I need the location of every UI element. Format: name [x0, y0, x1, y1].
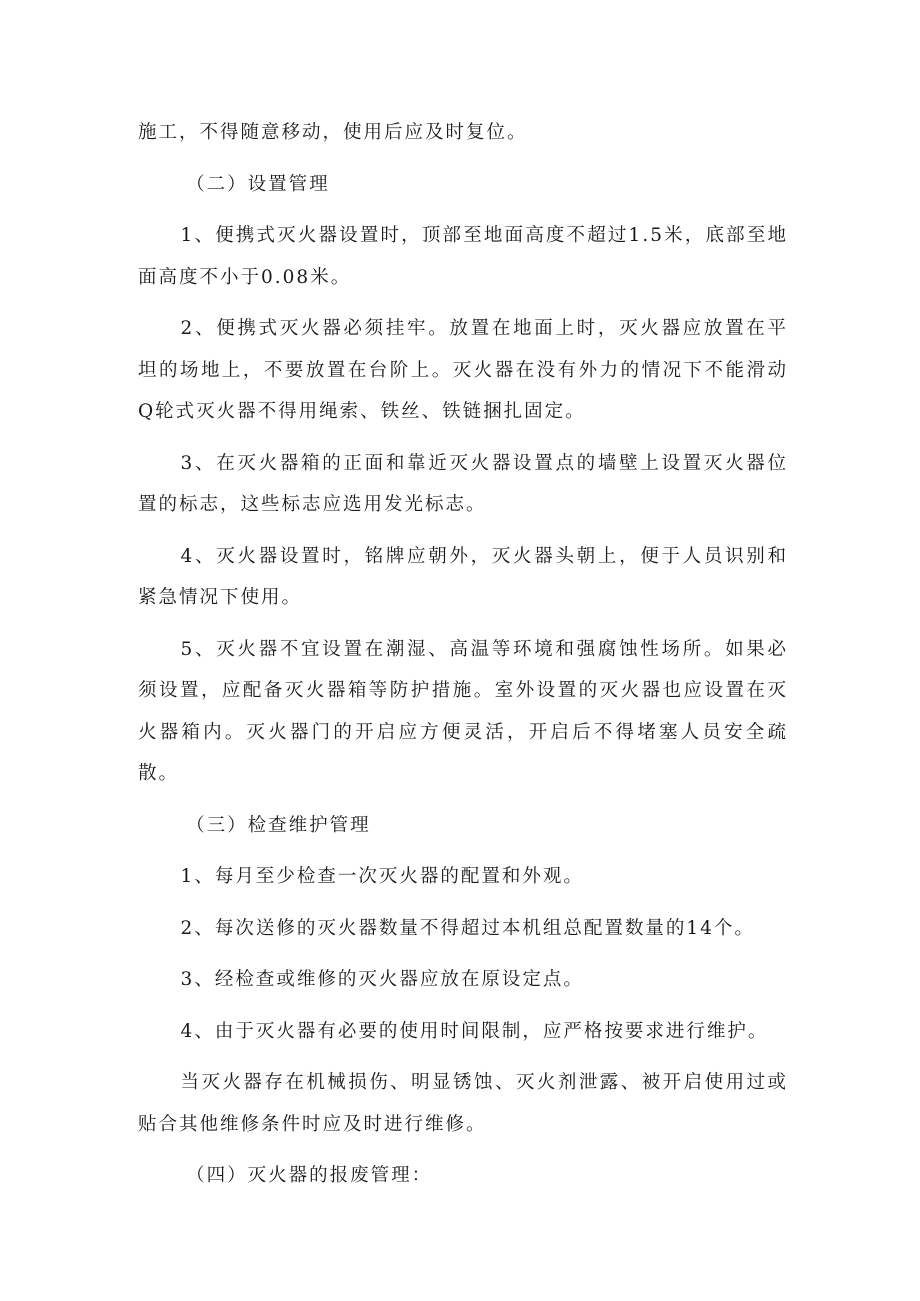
paragraph-setup-item-2: 2、便携式灭火器必须挂牢。放置在地面上时，灭火器应放置在平坦的场地上，不要放置在台阶上。灭火器在没有外力的情况下不能滑动Q轮式灭火器不得用绳索、铁丝、铁链捆扎固定。	[138, 318, 788, 422]
paragraph-setup-item-4: 4、灭火器设置时，铭牌应朝外，灭火器头朝上，便于人员识别和紧急情况下使用。	[138, 545, 788, 608]
paragraph-inspection-item-2: 2、每次送修的灭火器数量不得超过本机组总配置数量的14个。	[180, 917, 755, 939]
paragraph-inspection-item-3: 3、经检查或维修的灭火器应放在原设定点。	[180, 969, 584, 990]
section-heading-inspection-maintenance: （三）检查维护管理	[186, 814, 371, 836]
document-page	[138, 112, 788, 1197]
paragraph-inspection-item-1: 1、每月至少检查一次灭火器的配置和外观。	[180, 866, 584, 887]
paragraph-repair-conditions: 当灭火器存在机械损伤、明显锈蚀、灭火剂泄露、被开启使用过或贴合其他维修条件时应及时进行维修。	[138, 1072, 788, 1135]
paragraph-inspection-item-4: 4、由于灭火器有必要的使用时间限制，应严格按要求进行维护。	[180, 1020, 769, 1042]
paragraph-setup-item-5: 5、灭火器不宜设置在潮湿、高温等环境和强腐蚀性场所。如果必须设置，应配备灭火器箱等防护措施。室外设置的灭火器也应设置在灭火器箱内。灭火器门的开启应方便灵活，开启后不得堵塞人员安全疏散。	[138, 638, 788, 784]
paragraph-setup-item-3: 3、在灭火器箱的正面和靠近灭火器设置点的墙壁上设置灭火器位置的标志，这些标志应选用发光标志。	[138, 452, 788, 515]
paragraph-continuation: 施工，不得随意移动，使用后应及时复位。	[138, 122, 528, 143]
paragraph-setup-item-1: 1、便携式灭火器设置时，顶部至地面高度不超过1.5米，底部至地面高度不小于0.08米。	[138, 225, 788, 288]
section-heading-setup-management: （二）设置管理	[186, 173, 330, 195]
section-heading-scrapping-management: （四）灭火器的报废管理：	[186, 1165, 433, 1186]
